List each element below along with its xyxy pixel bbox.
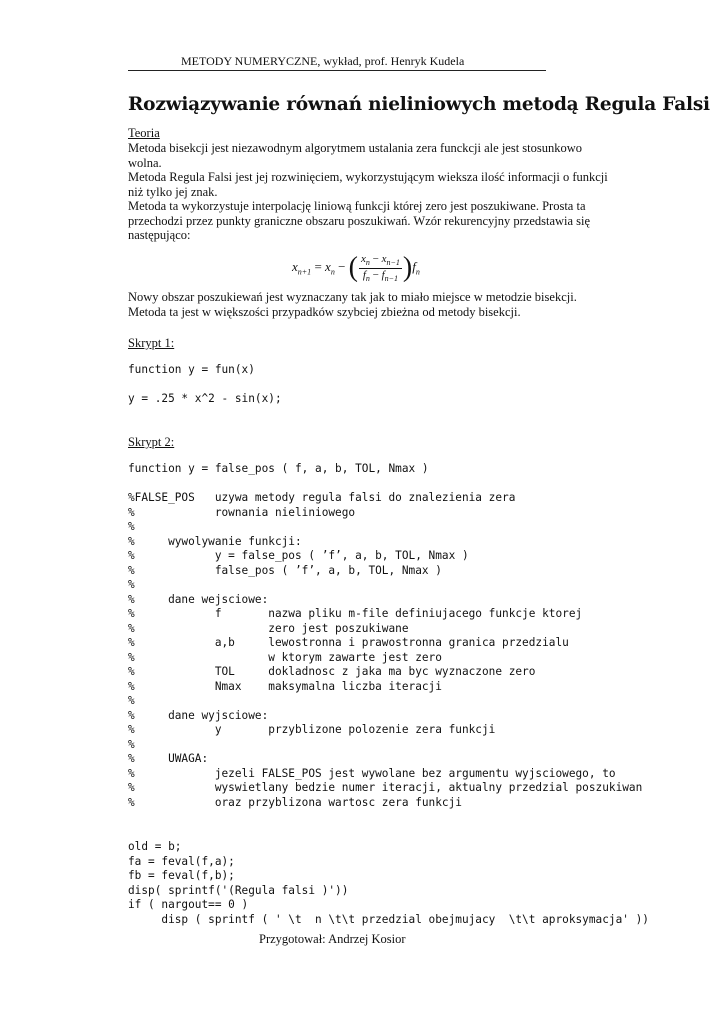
code-comment: % wyswietlany bedzie numer iteracji, aktualny przedzial poszukiwan xyxy=(128,781,643,794)
header-rule xyxy=(128,70,546,71)
code-comment: % jezeli FALSE_POS jest wywolane bez argumentu wyjsciowego, to xyxy=(128,767,616,780)
code-line: function y = fun(x) xyxy=(128,363,255,376)
code-comment: % dane wyjsciowe: xyxy=(128,709,269,722)
code-comment: % TOL dokladnosc z jaka ma byc wyznaczone zero xyxy=(128,665,536,678)
code-line: old = b; xyxy=(128,840,182,853)
theory-line: Metoda ta jest w większości przypadków szybciej zbieżna od metody bisekcji. xyxy=(128,305,521,319)
fraction: $\frac{x_n - x_{n-1}}{f_n - f_{n-1}}$ xyxy=(360,253,400,283)
code-comment: % xyxy=(128,694,135,707)
code-comment: %FALSE_POS uzywa metody regula falsi do znalezienia zera xyxy=(128,491,516,504)
script2-heading: Skrypt 2: xyxy=(128,435,175,449)
code-comment: % dane wejsciowe: xyxy=(128,593,269,606)
code-comment: % UWAGA: xyxy=(128,752,209,765)
code-line: fb = feval(f,b); xyxy=(128,869,235,882)
code-comment: % zero jest poszukiwane xyxy=(128,622,409,635)
theory-line: następująco: xyxy=(128,228,191,242)
theory-line: Metoda bisekcji jest niezawodnym algorytmem ustalania zera funckcji ale jest stosunkowo xyxy=(128,141,583,155)
code-comment: % xyxy=(128,738,135,751)
code-line: if ( nargout== 0 ) xyxy=(128,898,249,911)
code-comment: % false_pos ( ’f’, a, b, TOL, Nmax ) xyxy=(128,564,442,577)
code-comment: % Nmax maksymalna liczba iteracji xyxy=(128,680,442,693)
code-comment: % f nazwa pliku m-file definiujacego funkcje ktorej xyxy=(128,607,583,620)
code-comment: % oraz przyblizona wartosc zera funkcji xyxy=(128,796,462,809)
code-comment: % y przyblizone polozenie zera funkcji xyxy=(128,723,496,736)
page-title: Rozwiązywanie równań nieliniowych metodą Regula Falsi xyxy=(128,94,710,115)
code-line: disp ( sprintf ( ' \t n \t\t przedzial obejmujacy \t\t aproksymacja' )) xyxy=(128,913,649,926)
code-comment: % rownania nieliniowego xyxy=(128,506,356,519)
theory-line: Nowy obszar poszukiewań jest wyznaczany tak jak to miało miejsce w metodzie bisekcji. xyxy=(128,290,577,304)
code-comment: % w ktorym zawarte jest zero xyxy=(128,651,442,664)
code-comment: % wywolywanie funkcji: xyxy=(128,535,302,548)
theory-line: niż tylko jej znak. xyxy=(128,185,218,199)
code-comment: % a,b lewostronna i prawostronna granica przedzialu xyxy=(128,636,569,649)
code-line: y = .25 * x^2 - sin(x); xyxy=(128,392,282,405)
page-footer: Przygotował: Andrzej Kosior xyxy=(259,932,406,946)
running-header: METODY NUMERYCZNE, wykład, prof. Henryk Kudela xyxy=(181,54,465,68)
theory-line: Metoda ta wykorzystuje interpolację liniową funkcji której zero jest poszukiwane. Prosta ta xyxy=(128,199,586,213)
code-line: function y = false_pos ( f, a, b, TOL, Nmax ) xyxy=(128,462,429,475)
theory-line: wolna. xyxy=(128,156,162,170)
code-line: disp( sprintf('(Regula falsi )')) xyxy=(128,884,349,897)
theory-line: przechodzi przez punkty graniczne obszaru poszukiwań. Wzór rekurencyjny przedstawia się xyxy=(128,214,591,228)
code-line: fa = feval(f,a); xyxy=(128,855,235,868)
code-comment: % y = false_pos ( ’f’, a, b, TOL, Nmax ) xyxy=(128,549,469,562)
theory-heading: Teoria xyxy=(128,126,160,140)
script1-heading: Skrypt 1: xyxy=(128,336,175,350)
recurrence-formula: $x_{n+1} = x_n$ − ( $\frac{x_n - x_{n-1}}{f_n - f_{n-1}}$ )$f_n$ xyxy=(292,252,420,283)
code-comment: % xyxy=(128,578,135,591)
theory-line: Metoda Regula Falsi jest jej rozwinięciem, wykorzystującym wieksza ilość informacji o funkcji xyxy=(128,170,608,184)
code-comment: % xyxy=(128,520,135,533)
